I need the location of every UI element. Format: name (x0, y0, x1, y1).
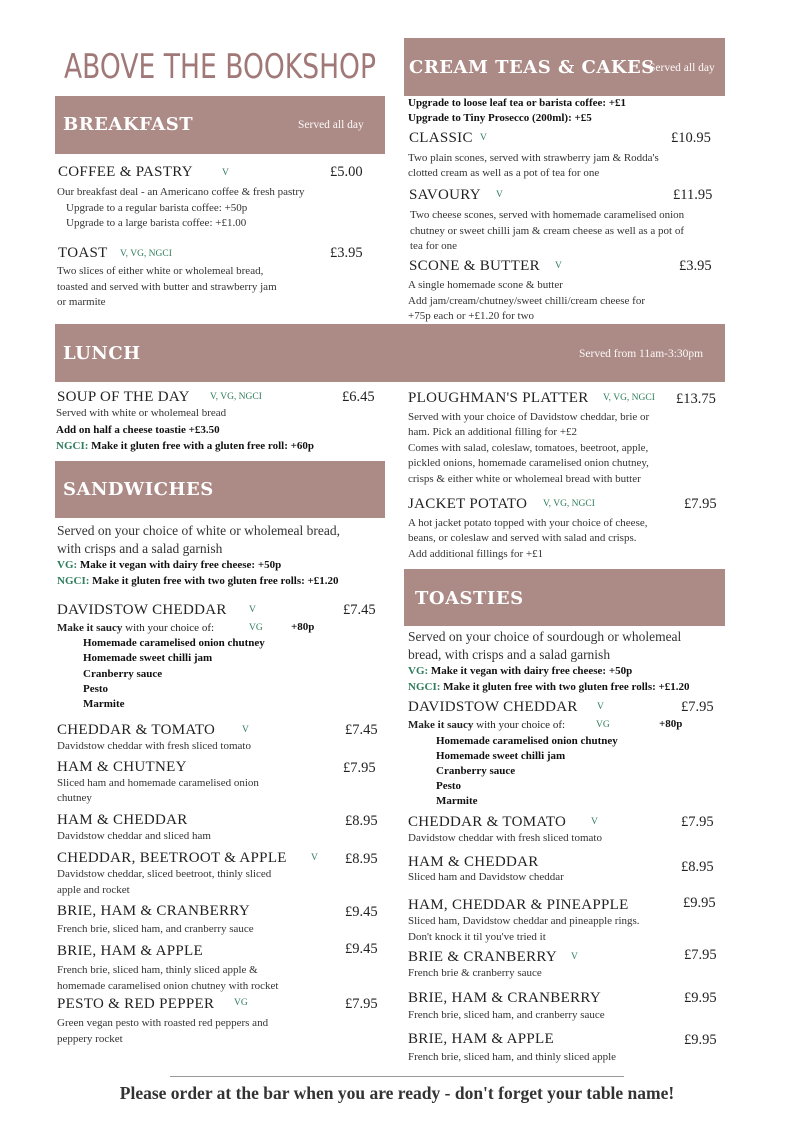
item-desc: Our breakfast deal - an Americano coffee & fresh pastry (57, 186, 305, 198)
item-desc: clotted cream as well as a pot of tea for one (408, 167, 600, 179)
item-price: £8.95 (681, 859, 714, 875)
item-price: £9.95 (684, 1032, 717, 1048)
saucy-note (57, 621, 214, 637)
footer-divider (170, 1076, 624, 1077)
sauce-option: Marmite (436, 795, 478, 807)
item-desc: Two slices of either white or wholemeal bread, (57, 265, 264, 277)
sauce-option: Homemade caramelised onion chutney (83, 637, 265, 649)
item-price: £11.95 (673, 187, 713, 203)
breakfast-subtitle: Served all day (298, 119, 364, 131)
ngci-note (56, 440, 314, 452)
diet-tag: V, VG, NGCI (603, 393, 655, 403)
item-price: £9.95 (684, 990, 717, 1006)
sandwiches-header (55, 461, 385, 518)
item-name: HAM & CHEDDAR (57, 812, 188, 828)
addon-note: Add on half a cheese toastie +£3.50 (56, 424, 220, 436)
diet-tag: V, VG, NGCI (120, 249, 172, 259)
item-desc: French brie, sliced ham, and cranberry sauce (57, 923, 254, 935)
item-price: £7.95 (684, 947, 717, 963)
diet-tag: V, VG, NGCI (210, 392, 262, 402)
item-desc: Sliced ham, Davidstow cheddar and pineapple rings. (408, 915, 640, 927)
ngci-label: NGCI: (408, 681, 441, 693)
sauce-option: Pesto (436, 780, 462, 792)
cream-teas-header (404, 38, 725, 96)
item-price: £9.45 (345, 904, 378, 920)
saucy-bold: Make it saucy (57, 622, 123, 634)
item-desc: Green vegan pesto with roasted red peppers and (57, 1017, 269, 1029)
item-name: PESTO & RED PEPPER (57, 996, 215, 1012)
lunch-title: LUNCH (63, 343, 141, 364)
diet-tag: V (242, 725, 249, 735)
sauce-option: Homemade sweet chilli jam (83, 652, 213, 664)
item-desc: Served with white or wholemeal bread (56, 407, 227, 419)
item-name: HAM, CHEDDAR & PINEAPPLE (408, 897, 629, 913)
vg-text: Make it vegan with dairy free cheese: +50p (77, 559, 282, 571)
item-price: £5.00 (330, 164, 363, 180)
item-desc: tea for one (410, 240, 458, 252)
item-name: BRIE, HAM & APPLE (408, 1031, 554, 1047)
item-desc: Add additional fillings for +£1 (408, 548, 544, 560)
item-desc: crisps & either white or wholemeal bread with butter (408, 473, 641, 485)
sauce-option: Pesto (83, 683, 109, 695)
item-desc: Davidstow cheddar, sliced beetroot, thinly sliced (57, 868, 272, 880)
section-intro: Served on your choice of white or wholemeal bread, (57, 523, 341, 538)
item-desc: pickled onions, homemade caramelised onion chutney, (408, 457, 649, 469)
vg-note (57, 559, 281, 571)
item-desc: French brie, sliced ham, and thinly sliced apple (408, 1051, 617, 1063)
item-name: PLOUGHMAN'S PLATTER (408, 390, 589, 406)
sauce-option: Cranberry sauce (436, 765, 516, 777)
lunch-header (55, 324, 725, 382)
item-name: CHEDDAR & TOMATO (57, 722, 216, 738)
item-name: CHEDDAR, BEETROOT & APPLE (57, 850, 287, 866)
item-desc: homemade caramelised onion chutney with rocket (57, 980, 279, 992)
toasties-header (404, 569, 725, 626)
sauce-option: Homemade caramelised onion chutney (436, 735, 618, 747)
cream-teas-title: CREAM TEAS & CAKES (409, 57, 655, 78)
section-intro: with crisps and a salad garnish (57, 541, 223, 556)
vg-label: VG: (408, 665, 429, 677)
item-name: DAVIDSTOW CHEDDAR (408, 699, 578, 715)
item-desc: Add jam/cream/chutney/sweet chilli/cream cheese for (408, 295, 646, 307)
diet-tag: V, VG, NGCI (543, 499, 595, 509)
item-name: CLASSIC (409, 130, 473, 146)
item-desc: A hot jacket potato topped with your choice of cheese, (408, 517, 648, 529)
diet-tag: V (496, 190, 503, 200)
item-price: £7.95 (345, 996, 378, 1012)
vg-label: VG: (57, 559, 78, 571)
diet-tag: V (222, 168, 229, 178)
item-price: £7.95 (681, 814, 714, 830)
ngci-text: Make it gluten free with two gluten free rolls: +£1.20 (89, 575, 339, 587)
item-desc: apple and rocket (57, 884, 130, 896)
saucy-price: +80p (659, 718, 683, 730)
item-name: SOUP OF THE DAY (57, 389, 190, 405)
saucy-note (408, 718, 565, 734)
item-desc: French brie & cranberry sauce (408, 967, 542, 979)
section-intro: Served on your choice of sourdough or wholemeal (408, 629, 682, 644)
item-desc: French brie, sliced ham, thinly sliced apple & (57, 964, 258, 976)
item-desc: Upgrade to a regular barista coffee: +50p (66, 202, 248, 214)
diet-tag: V (591, 817, 598, 827)
item-desc: Davidstow cheddar and sliced ham (57, 830, 211, 842)
item-price: £7.95 (343, 760, 376, 776)
section-intro: bread, with crisps and a salad garnish (408, 647, 611, 662)
item-price: £7.95 (681, 699, 714, 715)
item-price: £3.95 (679, 258, 712, 274)
diet-tag: V (555, 261, 562, 271)
item-name: CHEDDAR & TOMATO (408, 814, 567, 830)
upgrade-note: Upgrade to Tiny Prosecco (200ml): +£5 (408, 112, 592, 124)
item-desc: toasted and served with butter and strawberry jam (57, 281, 277, 293)
item-name: BRIE & CRANBERRY (408, 949, 557, 965)
ngci-note (408, 681, 690, 693)
item-desc: chutney (57, 792, 92, 804)
item-desc: chutney or sweet chilli jam & cream cheese as well as a pot of (410, 225, 684, 237)
ngci-label: NGCI: (57, 575, 90, 587)
item-desc: ham. Pick an additional filling for +£2 (408, 426, 578, 438)
item-desc: beans, or coleslaw and served with salad and crisps. (408, 532, 637, 544)
saucy-text: with your choice of: (122, 622, 215, 634)
item-desc: Two cheese scones, served with homemade caramelised onion (410, 209, 685, 221)
item-price: £7.45 (345, 722, 378, 738)
upgrade-note: Upgrade to loose leaf tea or barista coffee: +£1 (408, 97, 627, 109)
sauce-option: Marmite (83, 698, 125, 710)
item-price: £7.45 (343, 602, 376, 618)
breakfast-header (55, 96, 385, 154)
footer-note: Please order at the bar when you are ready - don't forget your table name! (119, 1083, 675, 1103)
item-desc: +75p each or +£1.20 for two (408, 310, 535, 322)
toasties-title: TOASTIES (415, 588, 524, 609)
item-desc: Two plain scones, served with strawberry jam & Rodda's (408, 152, 659, 164)
item-desc: Sliced ham and homemade caramelised onion (57, 777, 259, 789)
item-desc: Comes with salad, coleslaw, tomatoes, beetroot, apple, (408, 442, 649, 454)
item-price: £13.75 (676, 391, 716, 407)
vg-text: Make it vegan with dairy free cheese: +50p (428, 665, 633, 677)
item-name: HAM & CHUTNEY (57, 759, 187, 775)
item-name: HAM & CHEDDAR (408, 854, 539, 870)
item-name: BRIE, HAM & CRANBERRY (57, 903, 250, 919)
ngci-label: NGCI: (56, 440, 89, 452)
saucy-price: +80p (291, 621, 315, 633)
item-name: TOAST (58, 245, 108, 261)
item-desc: Upgrade to a large barista coffee: +£1.00 (66, 217, 247, 229)
item-price: £3.95 (330, 245, 363, 261)
item-desc: Sliced ham and Davidstow cheddar (408, 871, 564, 883)
sauce-option: Cranberry sauce (83, 668, 163, 680)
sauce-option: Homemade sweet chilli jam (436, 750, 566, 762)
item-desc: A single homemade scone & butter (408, 279, 563, 291)
diet-tag: VG (249, 623, 263, 633)
diet-tag: V (480, 133, 487, 143)
logo-text: ABOVE THE BOOKSHOP (64, 47, 376, 87)
item-price: £8.95 (345, 813, 378, 829)
item-name: BRIE, HAM & APPLE (57, 943, 203, 959)
bookshop-logo (64, 38, 384, 88)
item-name: SCONE & BUTTER (409, 258, 540, 274)
item-desc: Don't knock it til you've tried it (408, 931, 546, 943)
item-name: DAVIDSTOW CHEDDAR (57, 602, 227, 618)
item-price: £7.95 (684, 496, 717, 512)
item-name: BRIE, HAM & CRANBERRY (408, 990, 601, 1006)
item-price: £8.95 (345, 851, 378, 867)
diet-tag: VG (596, 720, 610, 730)
diet-tag: V (311, 853, 318, 863)
breakfast-title: BREAKFAST (63, 114, 194, 135)
item-desc: Served with your choice of Davidstow cheddar, brie or (408, 411, 650, 423)
lunch-subtitle: Served from 11am-3:30pm (579, 348, 704, 360)
diet-tag: V (597, 702, 604, 712)
item-desc: Davidstow cheddar with fresh sliced tomato (57, 740, 251, 752)
ngci-note (57, 575, 339, 587)
item-name: COFFEE & PASTRY (58, 164, 193, 180)
ngci-text: Make it gluten free with a gluten free roll: +60p (88, 440, 315, 452)
item-price: £9.45 (345, 941, 378, 957)
cream-teas-subtitle: Served all day (649, 62, 715, 74)
item-desc: or marmite (57, 296, 106, 308)
item-price: £9.95 (683, 895, 716, 911)
item-price: £10.95 (671, 130, 711, 146)
diet-tag: V (249, 605, 256, 615)
item-name: JACKET POTATO (408, 496, 528, 512)
saucy-bold: Make it saucy (408, 719, 474, 731)
item-desc: French brie, sliced ham, and cranberry sauce (408, 1009, 605, 1021)
item-desc: peppery rocket (57, 1033, 123, 1045)
item-name: SAVOURY (409, 187, 481, 203)
item-desc: Davidstow cheddar with fresh sliced tomato (408, 832, 602, 844)
saucy-text: with your choice of: (473, 719, 566, 731)
ngci-text: Make it gluten free with two gluten free rolls: +£1.20 (440, 681, 690, 693)
vg-note (408, 665, 632, 677)
sandwiches-title: SANDWICHES (63, 479, 214, 500)
item-price: £6.45 (342, 389, 375, 405)
diet-tag: V (571, 952, 578, 962)
diet-tag: VG (234, 998, 248, 1008)
